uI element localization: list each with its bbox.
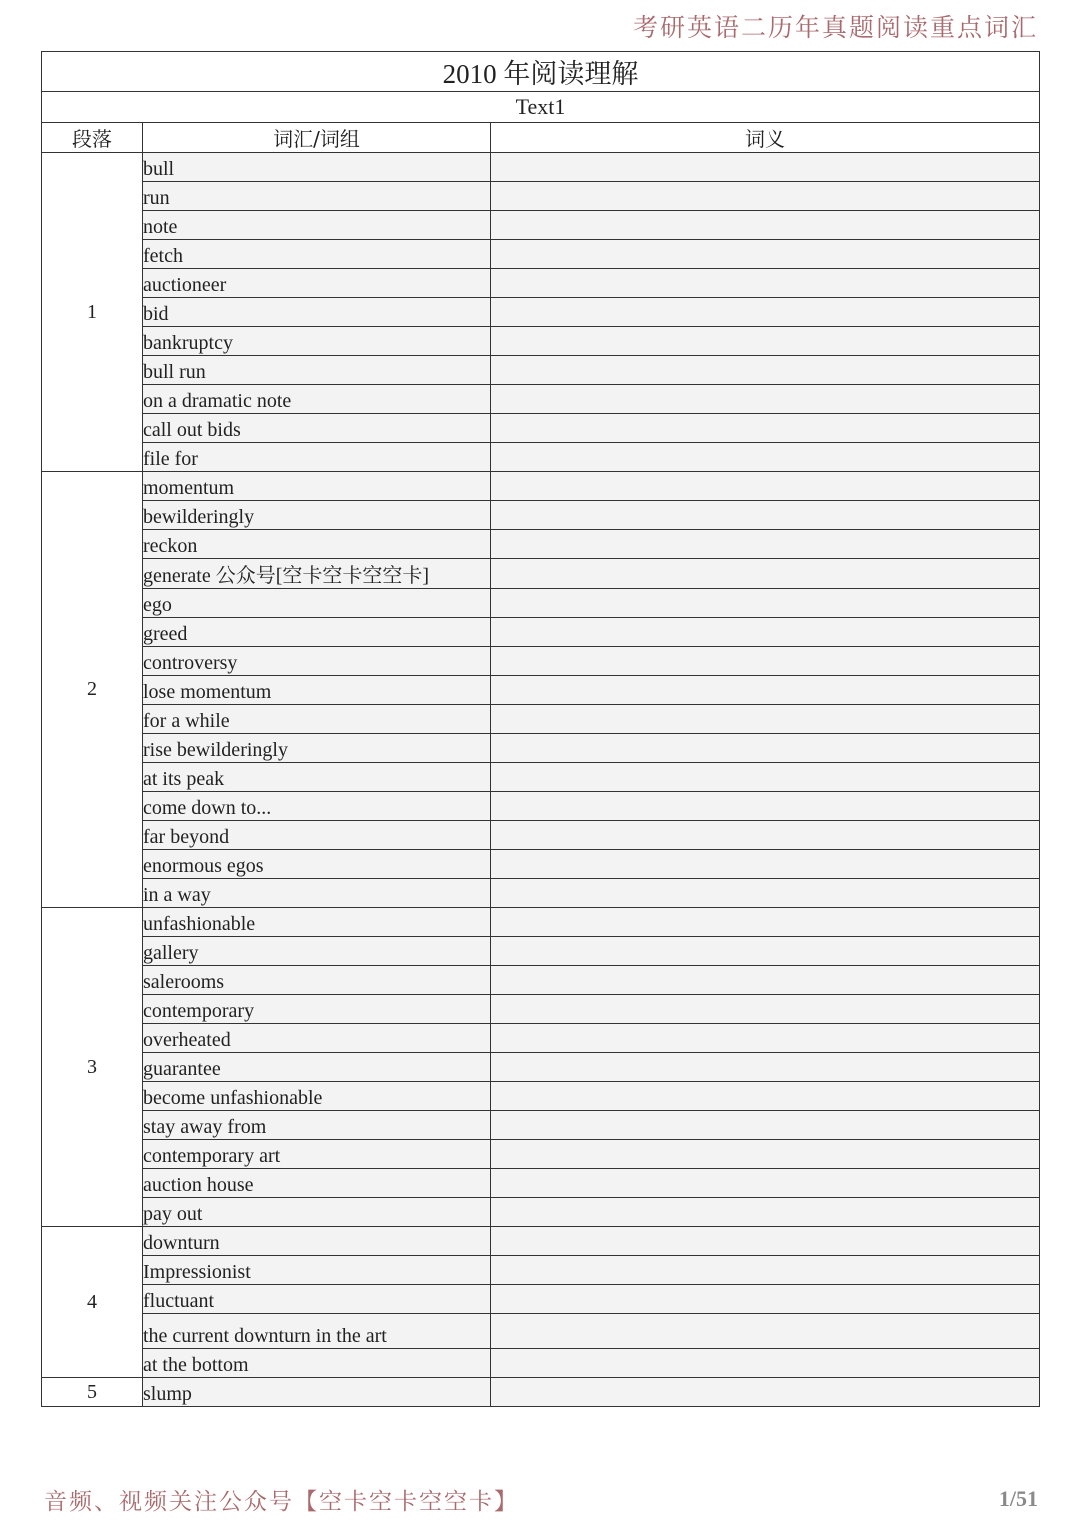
meaning-cell [491,501,1040,530]
meaning-cell [491,443,1040,472]
table-row [42,792,1040,821]
term-cell: slump [143,1378,491,1407]
term-cell: lose momentum [143,676,491,705]
term-cell: come down to... [143,792,491,821]
meaning-cell [491,1378,1040,1407]
meaning-cell [491,1082,1040,1111]
table-row [42,211,1040,240]
term-cell: note [143,211,491,240]
term-cell: generate 公众号[空卡空卡空空卡] [143,559,491,589]
table-row [42,443,1040,472]
term-cell: contemporary art [143,1140,491,1169]
table-row [42,1198,1040,1227]
table-row [42,269,1040,298]
vocabulary-table [41,51,1040,1407]
paragraph-number: 2 [42,472,143,908]
meaning-cell [491,647,1040,676]
meaning-cell [491,327,1040,356]
meaning-cell [491,1349,1040,1378]
column-header-paragraph: 段落 [42,123,143,153]
table-row [42,879,1040,908]
meaning-cell [491,908,1040,937]
table-row [42,472,1040,501]
term-cell: guarantee [143,1053,491,1082]
table-row [42,414,1040,443]
meaning-cell [491,1314,1040,1349]
term-cell: auction house [143,1169,491,1198]
term-cell: file for [143,443,491,472]
table-row [42,763,1040,792]
table-row [42,530,1040,559]
meaning-cell [491,269,1040,298]
meaning-cell [491,1256,1040,1285]
meaning-cell [491,850,1040,879]
table-row [42,821,1040,850]
term-cell: bid [143,298,491,327]
paragraph-number: 1 [42,153,143,472]
paragraph-number: 5 [42,1378,143,1407]
table-row [42,240,1040,269]
term-cell: bull run [143,356,491,385]
meaning-cell [491,182,1040,211]
term-cell: Impressionist [143,1256,491,1285]
table-row [42,705,1040,734]
table-row [42,850,1040,879]
meaning-cell [491,385,1040,414]
term-cell: become unfashionable [143,1082,491,1111]
meaning-cell [491,414,1040,443]
meaning-cell [491,1227,1040,1256]
meaning-cell [491,879,1040,908]
table-row [42,618,1040,647]
table-row [42,1227,1040,1256]
table-row [42,647,1040,676]
meaning-cell [491,589,1040,618]
meaning-cell [491,1169,1040,1198]
table-row [42,1256,1040,1285]
meaning-cell [491,211,1040,240]
term-cell: fetch [143,240,491,269]
paragraph-number: 4 [42,1227,143,1378]
table-row [42,676,1040,705]
term-cell: ego [143,589,491,618]
column-header-term: 词汇/词组 [143,123,491,153]
meaning-cell [491,298,1040,327]
meaning-cell [491,559,1040,589]
footer-note: 音频、视频关注公众号【空卡空卡空空卡】 [44,1489,519,1515]
table-row [42,1285,1040,1314]
term-cell: for a while [143,705,491,734]
term-cell: bull [143,153,491,182]
table-row [42,182,1040,211]
term-cell: far beyond [143,821,491,850]
meaning-cell [491,676,1040,705]
table-row [42,501,1040,530]
document-header-title: 考研英语二历年真题阅读重点词汇 [632,13,1038,42]
table-row [42,559,1040,589]
meaning-cell [491,995,1040,1024]
term-cell: call out bids [143,414,491,443]
table-row [42,153,1040,182]
meaning-cell [491,821,1040,850]
meaning-cell [491,966,1040,995]
meaning-cell [491,1111,1040,1140]
table-row [42,1378,1040,1407]
table-row [42,1169,1040,1198]
term-cell: salerooms [143,966,491,995]
section-subtitle: Text1 [42,92,1040,123]
term-cell: momentum [143,472,491,501]
term-cell: bewilderingly [143,501,491,530]
table-row [42,937,1040,966]
section-title: 2010 年阅读理解 [42,52,1040,92]
term-cell: greed [143,618,491,647]
term-cell: pay out [143,1198,491,1227]
table-row [42,734,1040,763]
term-cell: enormous egos [143,850,491,879]
paragraph-number: 3 [42,908,143,1227]
meaning-cell [491,1053,1040,1082]
term-cell: on a dramatic note [143,385,491,414]
table-row [42,966,1040,995]
meaning-cell [491,240,1040,269]
term-cell: contemporary [143,995,491,1024]
meaning-cell [491,356,1040,385]
term-cell: the current downturn in the art [143,1314,491,1349]
term-cell: in a way [143,879,491,908]
term-cell: run [143,182,491,211]
table-row [42,1053,1040,1082]
page-number: 1/51 [998,1486,1038,1511]
meaning-cell [491,472,1040,501]
term-cell: downturn [143,1227,491,1256]
term-cell: auctioneer [143,269,491,298]
table-row [42,298,1040,327]
table-row [42,356,1040,385]
meaning-cell [491,937,1040,966]
meaning-cell [491,1198,1040,1227]
term-cell: controversy [143,647,491,676]
table-row [42,995,1040,1024]
meaning-cell [491,618,1040,647]
meaning-cell [491,705,1040,734]
term-cell: unfashionable [143,908,491,937]
meaning-cell [491,153,1040,182]
term-cell: stay away from [143,1111,491,1140]
term-cell: at the bottom [143,1349,491,1378]
term-cell: reckon [143,530,491,559]
table-row [42,1140,1040,1169]
table-row [42,589,1040,618]
table-row [42,1349,1040,1378]
table-row [42,1024,1040,1053]
meaning-cell [491,1140,1040,1169]
column-header-meaning: 词义 [491,123,1040,153]
term-cell: gallery [143,937,491,966]
meaning-cell [491,530,1040,559]
term-cell: rise bewilderingly [143,734,491,763]
meaning-cell [491,1024,1040,1053]
term-cell: at its peak [143,763,491,792]
term-cell: bankruptcy [143,327,491,356]
table-row [42,1111,1040,1140]
table-row [42,908,1040,937]
table-row [42,385,1040,414]
table-row [42,1082,1040,1111]
term-cell: overheated [143,1024,491,1053]
meaning-cell [491,1285,1040,1314]
term-cell: fluctuant [143,1285,491,1314]
meaning-cell [491,734,1040,763]
meaning-cell [491,763,1040,792]
table-row [42,1314,1040,1349]
table-row [42,327,1040,356]
meaning-cell [491,792,1040,821]
